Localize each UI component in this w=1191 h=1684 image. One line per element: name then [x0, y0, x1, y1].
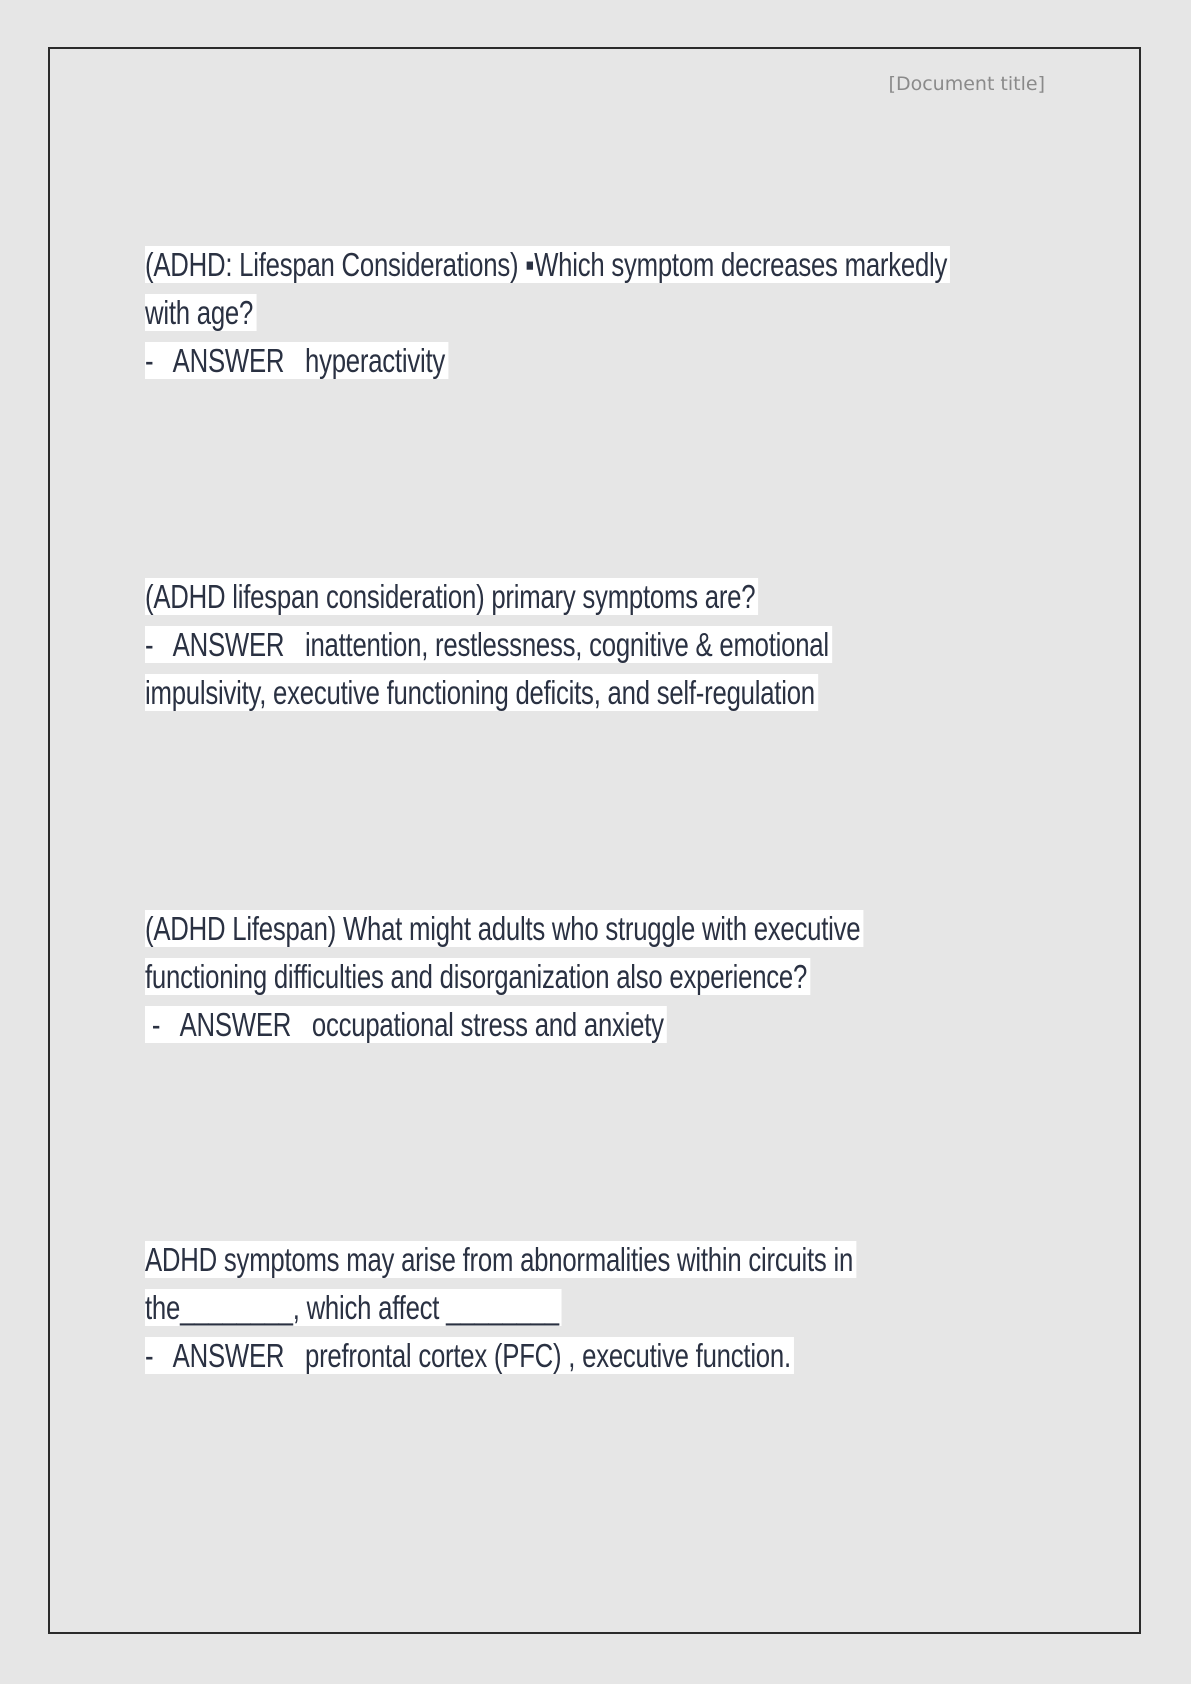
answer-1: - ANSWER hyperactivity	[145, 342, 448, 379]
document-title: [Document title]	[888, 73, 1045, 95]
question-4-line-1: ADHD symptoms may arise from abnormalities within circuits in	[145, 1241, 856, 1278]
question-block-1	[145, 241, 1073, 385]
question-block-3	[145, 905, 1073, 1049]
answer-2-line-1: - ANSWER inattention, restlessness, cognitive & emotional	[145, 626, 832, 663]
document-page	[48, 47, 1141, 1634]
question-3-line-2: functioning difficulties and disorganization also experience?	[145, 958, 810, 995]
answer-2-line-2: impulsivity, executive functioning deficits, and self-regulation	[145, 674, 818, 711]
question-4-line-2: the________, which affect ________	[145, 1289, 562, 1326]
question-3-line-1: (ADHD Lifespan) What might adults who struggle with executive	[145, 910, 863, 947]
question-1-line-2: with age?	[145, 294, 256, 331]
question-block-4	[145, 1236, 1073, 1380]
question-2-line-1: (ADHD lifespan consideration) primary symptoms are?	[145, 578, 758, 615]
question-1-line-1: (ADHD: Lifespan Considerations) ▪Which symptom decreases markedly	[145, 246, 950, 283]
answer-4: - ANSWER prefrontal cortex (PFC) , executive function.	[145, 1337, 794, 1374]
answer-3: - ANSWER occupational stress and anxiety	[145, 1006, 667, 1043]
question-block-2	[145, 573, 1073, 717]
